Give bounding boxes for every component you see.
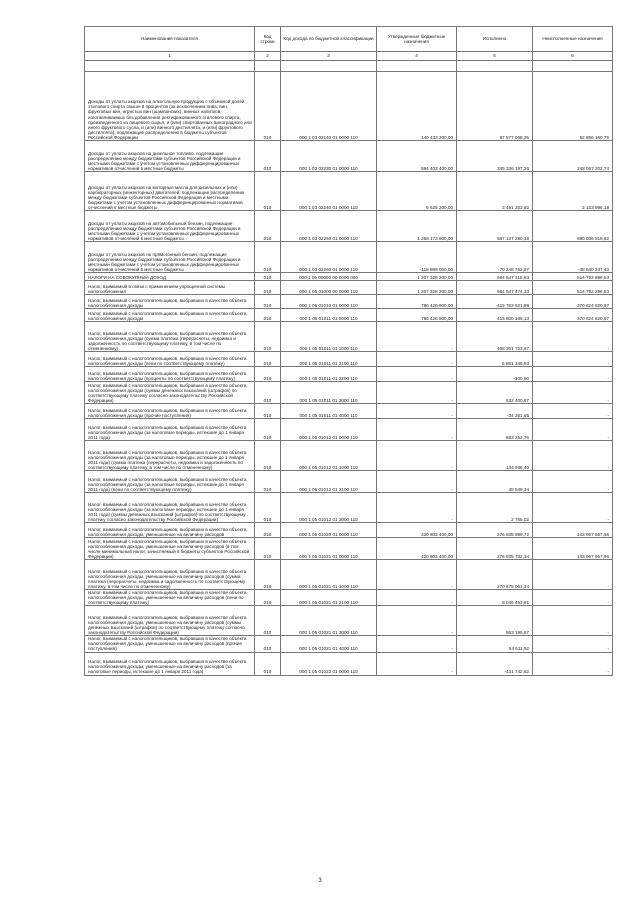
row-executed: 415 800 169,13 — [457, 309, 533, 322]
table-row — [85, 309, 613, 322]
row-approved: - — [377, 590, 457, 606]
row-line-code: 010 — [255, 523, 281, 538]
table-row — [85, 352, 613, 367]
row-executed: 863 252,76 — [457, 419, 533, 441]
spacer-row — [85, 61, 613, 72]
row-line-code: 010 — [255, 281, 281, 295]
row-approved: - — [377, 606, 457, 636]
row-approved: - — [377, 471, 457, 493]
column-number: 4 — [377, 52, 457, 61]
row-remaining: 143 967 667,66 — [533, 523, 613, 538]
table-row — [85, 441, 613, 471]
row-name: Налог, взимаемый с налогоплательщиков, выбравших в качестве объекта налогообложения доходы (за налоговые периоды, истекшие до 1 января 2011 года) (суммы денежных взысканий (штрафов) по соответствующему платежу согласно законодательству Российской Федерации) — [85, 493, 255, 523]
row-income-code: 000 1 03 02260 01 0000 110 — [281, 242, 377, 273]
table-row — [85, 419, 613, 441]
row-remaining: 514 792 296,53 — [533, 281, 613, 295]
row-approved: - — [377, 652, 457, 675]
column-number: 3 — [281, 52, 377, 61]
table-row — [85, 538, 613, 560]
row-income-code: 000 1 03 02140 01 0000 110 — [281, 72, 377, 141]
row-approved: - — [377, 382, 457, 404]
table-row — [85, 211, 613, 242]
row-line-code: 010 — [255, 606, 281, 636]
row-income-code: 000 1 05 01012 01 0000 110 — [281, 419, 377, 441]
header-approved: Утвержденные бюджетные назначения — [377, 27, 457, 52]
row-approved: 786 426 800,00 — [377, 295, 457, 309]
row-line-code: 010 — [255, 590, 281, 606]
table-row — [85, 141, 613, 172]
row-name: Налог, взимаемый с налогоплательщиков, выбравших в качестве объекта налогообложения доходы, уменьшенные на величину расходов (сумма платежа (перерасчеты, недоимка и задолженность по соответствующему платежу, в том числе по отмененному) — [85, 560, 255, 590]
row-executed: 567 137 280,18 — [457, 211, 533, 242]
row-executed: 532 400,87 — [457, 382, 533, 404]
row-approved: - — [377, 419, 457, 441]
row-remaining: - — [533, 606, 613, 636]
row-approved: - — [377, 560, 457, 590]
row-line-code: 010 — [255, 367, 281, 382]
row-approved: - — [377, 352, 457, 367]
row-executed: 6 046 463,81 — [457, 590, 533, 606]
row-name: Доходы от уплаты акцизов на прямогонный бензин, подлежащие распределению между бюджетами субъектов Российской Федерации и местными бюджетами с учетом установленных дифференцированных нормативов отчислений в местные бюджеты — [85, 242, 255, 273]
row-approved: - — [377, 441, 457, 471]
table-row — [85, 636, 613, 652]
row-executed: 276 935 999,72 — [457, 523, 533, 538]
row-executed: -431 742,62 — [457, 652, 533, 675]
row-executed: 54 511,52 — [457, 636, 533, 652]
row-executed: 3 491 203,82 — [457, 172, 533, 211]
row-income-code: 000 1 05 01022 01 0000 110 — [281, 652, 377, 675]
row-executed: -34 261,65 — [457, 404, 533, 419]
row-executed: 276 935 732,34 — [457, 538, 533, 560]
row-income-code: 000 1 05 01011 01 1000 110 — [281, 322, 377, 352]
row-name: Доходы от уплаты акцизов на дизельное топливо, подлежащие распределению между бюджетами субъектов Российской Федерации и местными бюджетами с учетом установленных дифференцированных нормативов отчислений в местные бюджеты — [85, 141, 255, 172]
row-name: Налог, взимаемый с налогоплательщиков, выбравших в качестве объекта налогообложения доходы, уменьшенные на величину расходов — [85, 523, 255, 538]
row-line-code: 010 — [255, 242, 281, 273]
row-income-code: 000 1 05 01011 01 3000 110 — [281, 382, 377, 404]
row-approved: - — [377, 322, 457, 352]
row-approved: 140 433 200,00 — [377, 72, 457, 141]
row-name: Налог, взимаемый с налогоплательщиков, выбравших в качестве объекта налогообложения доходы (проценты по соответствующему платежу) — [85, 367, 255, 382]
table-row — [85, 471, 613, 493]
row-income-code: 000 1 03 02240 01 0000 110 — [281, 172, 377, 211]
row-line-code: 010 — [255, 404, 281, 419]
row-approved: 786 426 800,00 — [377, 309, 457, 322]
table-row — [85, 367, 613, 382]
row-name: Налог, взимаемый в связи с применением упрощенной системы налогообложения — [85, 281, 255, 295]
row-remaining: 143 967 667,66 — [533, 538, 613, 560]
row-income-code: 000 1 05 01021 01 0000 110 — [281, 538, 377, 560]
row-income-code: 000 1 05 01012 01 1000 110 — [281, 441, 377, 471]
row-approved: 594 403 400,00 — [377, 141, 457, 172]
row-name: Налог, взимаемый с налогоплательщиков, выбравших в качестве объекта налогообложения доходы (пени по соответствующему платежу) — [85, 352, 255, 367]
row-name: Налог, взимаемый с налогоплательщиков, выбравших в качестве объекта налогообложения доходы — [85, 295, 255, 309]
report-page — [84, 26, 612, 676]
row-name: Налог, взимаемый с налогоплательщиков, выбравших в качестве объекта налогообложения доходы (за налоговые периоды, истекшие до 1 января 2011 года) — [85, 419, 255, 441]
row-remaining: 2 133 996,18 — [533, 172, 613, 211]
row-line-code: 010 — [255, 441, 281, 471]
header-income-code: Код дохода по бюджетной классификации — [281, 27, 377, 52]
row-approved: - — [377, 493, 457, 523]
row-income-code: 000 1 05 01012 01 3000 110 — [281, 493, 377, 523]
table-row — [85, 273, 613, 281]
row-income-code: 000 1 05 01021 01 4000 110 — [281, 636, 377, 652]
row-name: Налог, взимаемый с налогоплательщиков, выбравших в качестве объекта налогообложения доходы (суммы денежных взысканий (штрафов) по соответствующему платежу согласно законодательству Российской Федерации) — [85, 382, 255, 404]
row-name: Доходы от уплаты акцизов на автомобильный бензин, подлежащие распределению между бюджетами субъектов Российской Федерации и местными бюджетами с учетом установленных дифференцированных нормативов отчислений в местные бюджеты — [85, 211, 255, 242]
row-income-code: 000 1 05 01011 01 2200 110 — [281, 367, 377, 382]
row-executed: 863 195,67 — [457, 606, 533, 636]
row-line-code: 010 — [255, 538, 281, 560]
row-executed: 270 675 061,34 — [457, 560, 533, 590]
table-row — [85, 523, 613, 538]
row-remaining: 370 624 820,87 — [533, 295, 613, 309]
row-approved: 1 258 173 800,00 — [377, 211, 457, 242]
table-row — [85, 322, 613, 352]
row-remaining: - — [533, 590, 613, 606]
row-line-code: 010 — [255, 636, 281, 652]
row-name: Налог, взимаемый с налогоплательщиков, выбравших в качестве объекта налогообложения доходы, уменьшенные на величину расходов (суммы денежных взысканий (штрафов) по соответствующему платежу согласно законодательству Российской Федерации) — [85, 606, 255, 636]
row-line-code: 010 — [255, 560, 281, 590]
row-remaining: - — [533, 636, 613, 652]
row-remaining: 248 067 202,74 — [533, 141, 613, 172]
row-executed: 684 547 474,33 — [457, 281, 533, 295]
row-line-code: 010 — [255, 352, 281, 367]
row-line-code: 010 — [255, 471, 281, 493]
column-number-row — [85, 52, 613, 61]
table-row — [85, 295, 613, 309]
row-income-code: 000 1 03 02230 01 0000 110 — [281, 141, 377, 172]
row-line-code: 010 — [255, 493, 281, 523]
row-remaining: - — [533, 441, 613, 471]
row-name: Доходы от уплаты акцизов на алкогольную продукцию с объемной долей этилового спирта свыше 9 процентов (за исключением пива, вин, фруктовых вин, игристых вин (шампанских), винных напитков, изготавливаемых без добавления ректификованного этилового спирта, произведенного из пищевого сырья, и (или) спиртованных виноградного или иного фруктового сусла, и (или) винного дистиллята, и (или) фруктового дистиллята), подлежащие распределению в бюджеты субъектов Российской Федерации — [85, 72, 255, 141]
row-executed: 415 763 621,89 — [457, 295, 533, 309]
row-line-code: 010 — [255, 295, 281, 309]
row-approved: - — [377, 367, 457, 382]
row-approved: -118 889 000,00 — [377, 242, 457, 273]
row-line-code: 010 — [255, 273, 281, 281]
row-remaining: 690 036 519,82 — [533, 211, 613, 242]
row-income-code: 000 1 05 01012 01 2100 110 — [281, 471, 377, 493]
row-executed: 2 765,02 — [457, 493, 533, 523]
table-row — [85, 382, 613, 404]
row-remaining: - — [533, 404, 613, 419]
row-executed: 45 549,34 — [457, 471, 533, 493]
table-row — [85, 281, 613, 295]
row-executed: 87 577 068,25 — [457, 72, 533, 141]
header-line-code: Код строки — [255, 27, 281, 52]
row-name: Налог, взимаемый с налогоплательщиков, выбравших в качестве объекта налогообложения доходы (прочие поступления) — [85, 404, 255, 419]
row-name: Налог, взимаемый с налогоплательщиков, выбравших в качестве объекта налогообложения доходы (за налоговые периоды, истекшие до 1 января 2011 года) (сумма платежа (перерасчеты, недоимка и задолженность по соответствующему платежу, в том числе по отмененному) — [85, 441, 255, 471]
row-remaining: - — [533, 382, 613, 404]
row-remaining: 514 792 896,53 — [533, 273, 613, 281]
row-executed: -70 248 762,57 — [457, 242, 533, 273]
row-remaining: - — [533, 352, 613, 367]
row-income-code: 000 1 05 01011 01 2100 110 — [281, 352, 377, 367]
table-row — [85, 242, 613, 273]
row-approved: - — [377, 636, 457, 652]
table-row — [85, 652, 613, 675]
header-remaining: Неисполненные назначения — [533, 27, 613, 52]
table-row — [85, 560, 613, 590]
row-income-code: 000 1 05 01021 01 2100 110 — [281, 590, 377, 606]
table-row — [85, 606, 613, 636]
row-remaining: 52 856 160,75 — [533, 72, 613, 141]
row-income-code: 000 1 05 01010 01 0000 110 — [281, 295, 377, 309]
row-name: НАЛОГИ НА СОВОКУПНЫЙ ДОХОД — [85, 273, 255, 281]
row-income-code: 000 1 05 01021 01 3000 110 — [281, 606, 377, 636]
header-executed: Исполнено — [457, 27, 533, 52]
row-income-code: 000 1 05 01011 01 4000 110 — [281, 404, 377, 419]
row-remaining: - — [533, 322, 613, 352]
table-row — [85, 493, 613, 523]
row-approved: 1 207 328 200,00 — [377, 273, 457, 281]
row-executed: 345 336 197,26 — [457, 141, 533, 172]
row-remaining: 370 624 620,87 — [533, 309, 613, 322]
row-remaining: - — [533, 652, 613, 675]
row-executed: 6 861 345,93 — [457, 352, 533, 367]
row-executed: 408 301 723,67 — [457, 322, 533, 352]
column-number: 5 — [457, 52, 533, 61]
row-remaining: -48 640 237,43 — [533, 242, 613, 273]
page-number: 3 — [318, 878, 322, 884]
row-remaining: - — [533, 471, 613, 493]
row-name: Налог, взимаемый с налогоплательщиков, выбравших в качестве объекта налогообложения доходы (за налоговые периоды, истекшие до 1 января 2011 года) (пени по соответствующему платежу) — [85, 471, 255, 493]
row-remaining: - — [533, 560, 613, 590]
row-remaining: - — [533, 367, 613, 382]
row-income-code: 000 1 03 02250 01 0000 110 — [281, 211, 377, 242]
row-line-code: 010 — [255, 652, 281, 675]
table-row — [85, 172, 613, 211]
row-income-code: 000 1 05 01020 01 0000 110 — [281, 523, 377, 538]
row-name: Налог, взимаемый с налогоплательщиков, выбравших в качестве объекта налогообложения доходы, уменьшенные на величину расходов (прочие поступления) — [85, 636, 255, 652]
row-income-code: 000 1 05 01021 01 1000 110 — [281, 560, 377, 590]
column-number: 2 — [255, 52, 281, 61]
row-approved: 5 625 200,00 — [377, 172, 457, 211]
header-row — [85, 27, 613, 52]
row-income-code: 000 1 05 00000 00 0000 000 — [281, 273, 377, 281]
row-remaining: - — [533, 493, 613, 523]
row-line-code: 010 — [255, 419, 281, 441]
row-approved: 420 803 400,00 — [377, 523, 457, 538]
income-table — [84, 26, 613, 676]
column-number: 1 — [85, 52, 255, 61]
row-line-code: 010 — [255, 211, 281, 242]
row-remaining: - — [533, 419, 613, 441]
row-executed: 684 547 315,83 — [457, 273, 533, 281]
row-line-code: 010 — [255, 141, 281, 172]
row-income-code: 000 1 05 01000 00 0000 110 — [281, 281, 377, 295]
row-name: Налог, взимаемый с налогоплательщиков, выбравших в качестве объекта налогообложения доходы (сумма платежа (перерасчеты, недоимка и задолженность по соответствующему платежу, в том числе по отмененному) — [85, 322, 255, 352]
row-executed: 134 938,40 — [457, 441, 533, 471]
row-income-code: 000 1 05 01011 01 0000 110 — [281, 309, 377, 322]
row-approved: - — [377, 404, 457, 419]
table-row — [85, 404, 613, 419]
column-number: 6 — [533, 52, 613, 61]
table-row — [85, 72, 613, 141]
row-name: Налог, взимаемый с налогоплательщиков, выбравших в качестве объекта налогообложения доходы, уменьшенные на величину расходов (в том числе минимальный налог, зачисляемый в бюджеты субъектов Российской Федерации) — [85, 538, 255, 560]
row-name: Налог, взимаемый с налогоплательщиков, выбравших в качестве объекта налогообложения доходы — [85, 309, 255, 322]
row-line-code: 010 — [255, 309, 281, 322]
row-line-code: 010 — [255, 72, 281, 141]
row-line-code: 010 — [255, 322, 281, 352]
row-name: Налог, взимаемый с налогоплательщиков, выбравших в качестве объекта налогообложения доходы, уменьшенные на величину расходов (пени по соответствующему платежу) — [85, 590, 255, 606]
row-line-code: 010 — [255, 382, 281, 404]
row-name: Доходы от уплаты акцизов на моторные масла для дизельных и (или) карбюраторных (инжекторных) двигателей, подлежащие распределению между бюджетами субъектов Российской Федерации и местными бюджетами с учетом установленных дифференцированных нормативов отчислений в местные бюджеты — [85, 172, 255, 211]
row-approved: 1 207 328 200,00 — [377, 281, 457, 295]
header-name: Наименование показателя — [85, 27, 255, 52]
row-name: Налог, взимаемый с налогоплательщиков, выбравших в качестве объекта налогообложения доходы, уменьшенные на величину расходов (за налоговые периоды, истекшие до 1 января 2011 года) — [85, 652, 255, 675]
table-row — [85, 590, 613, 606]
row-executed: -100,50 — [457, 367, 533, 382]
row-approved: 420 803 400,00 — [377, 538, 457, 560]
table-body — [85, 72, 613, 676]
row-line-code: 010 — [255, 172, 281, 211]
